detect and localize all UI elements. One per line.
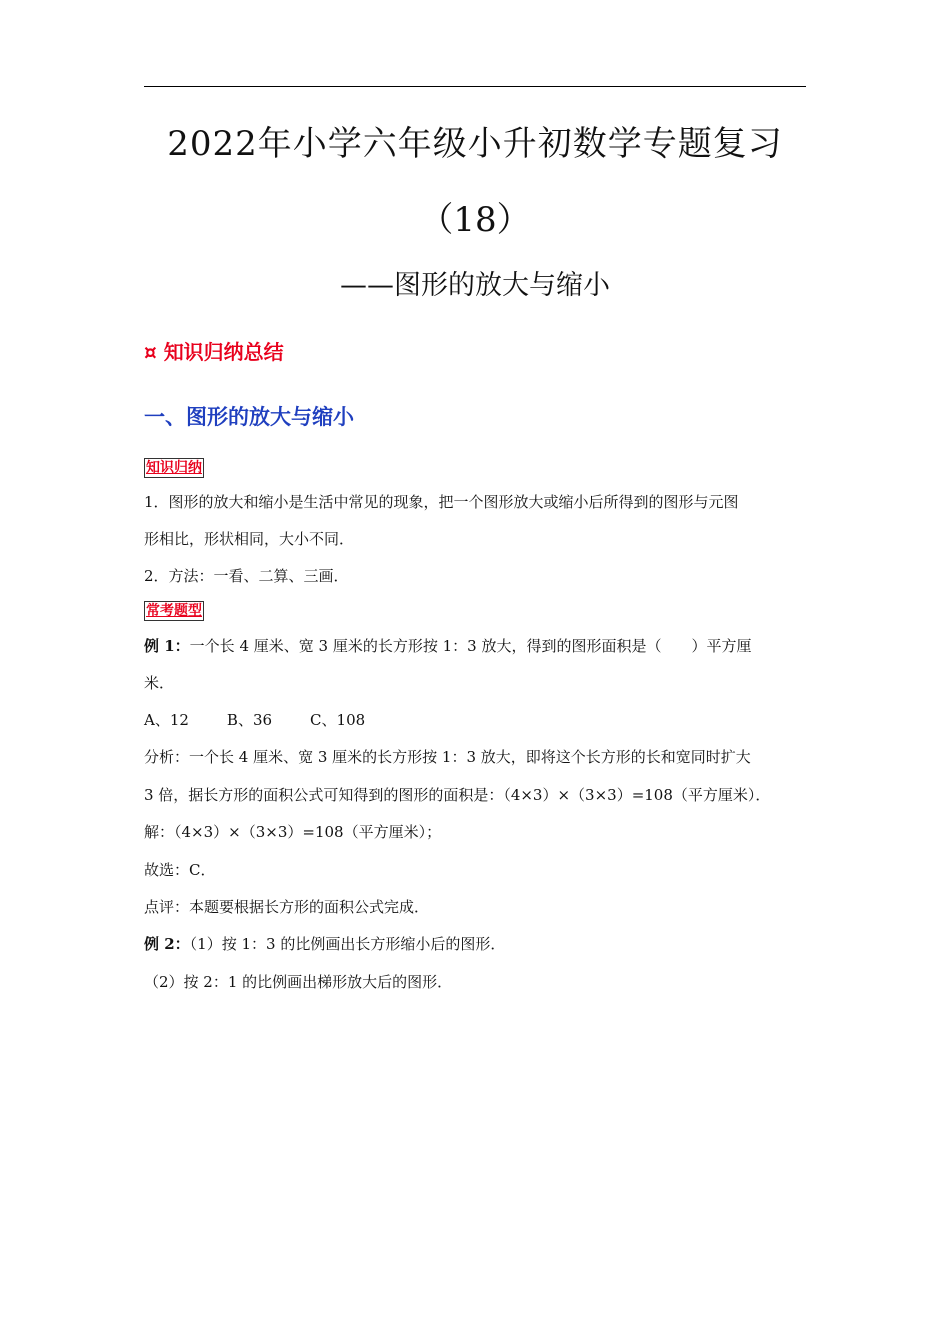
option-b: B、36 (226, 711, 273, 729)
top-rule (144, 86, 806, 87)
knowledge-tag: 知识归纳 (146, 460, 202, 476)
example2-part2: （2）按 2：1 的比例画出梯形放大后的图形． (144, 973, 453, 991)
knowledge-item-1-cont: 形相比，形状相同，大小不同． (144, 530, 355, 548)
example1-analysis-cont: 3 倍，据长方形的面积公式可知得到的图形的面积是：（4×3）×（3×3）=108（平方厘米）． (144, 786, 771, 804)
doc-title: 2022年小学六年级小升初数学专题复习 (167, 124, 783, 164)
knowledge-summary-header: ¤ 知识归纳总结 (144, 340, 284, 364)
common-questions-tag: 常考题型 (146, 603, 202, 619)
example2-label: 例 2： (144, 935, 190, 953)
example1-solution: 解：（4×3）×（3×3）=108（平方厘米）； (144, 823, 442, 841)
example2-part1-text: （1）按 1：3 的比例画出长方形缩小后的图形． (189, 935, 506, 953)
doc-subtitle: ——图形的放大与缩小 (340, 270, 610, 301)
section-title: 一、图形的放大与缩小 (144, 405, 354, 429)
example2-part1 (144, 933, 814, 955)
knowledge-item-1: 1．图形的放大和缩小是生活中常见的现象，把一个图形放大或缩小后所得到的图形与元图 (144, 493, 739, 511)
knowledge-item-2: 2．方法：一看、二算、三画． (144, 567, 349, 585)
example1-answer: 故选：C． (144, 861, 216, 879)
example1-question-text: 一个长 4 厘米、宽 3 厘米的长方形按 1：3 放大，得到的图形面积是（ ）平方厘 (189, 637, 752, 655)
example1-comment: 点评：本题要根据长方形的面积公式完成． (144, 898, 430, 916)
example1-options (144, 709, 814, 731)
doc-title-number: （18） (419, 200, 531, 240)
example1-analysis: 分析：一个长 4 厘米、宽 3 厘米的长方形按 1：3 放大，即将这个长方形的长和宽同时扩大 (144, 748, 751, 766)
example1-question (144, 635, 814, 657)
option-a: A、12 (144, 711, 189, 729)
example1-label: 例 1： (144, 637, 190, 655)
option-c: C、108 (310, 711, 366, 729)
example1-question-cont: 米． (144, 674, 175, 692)
